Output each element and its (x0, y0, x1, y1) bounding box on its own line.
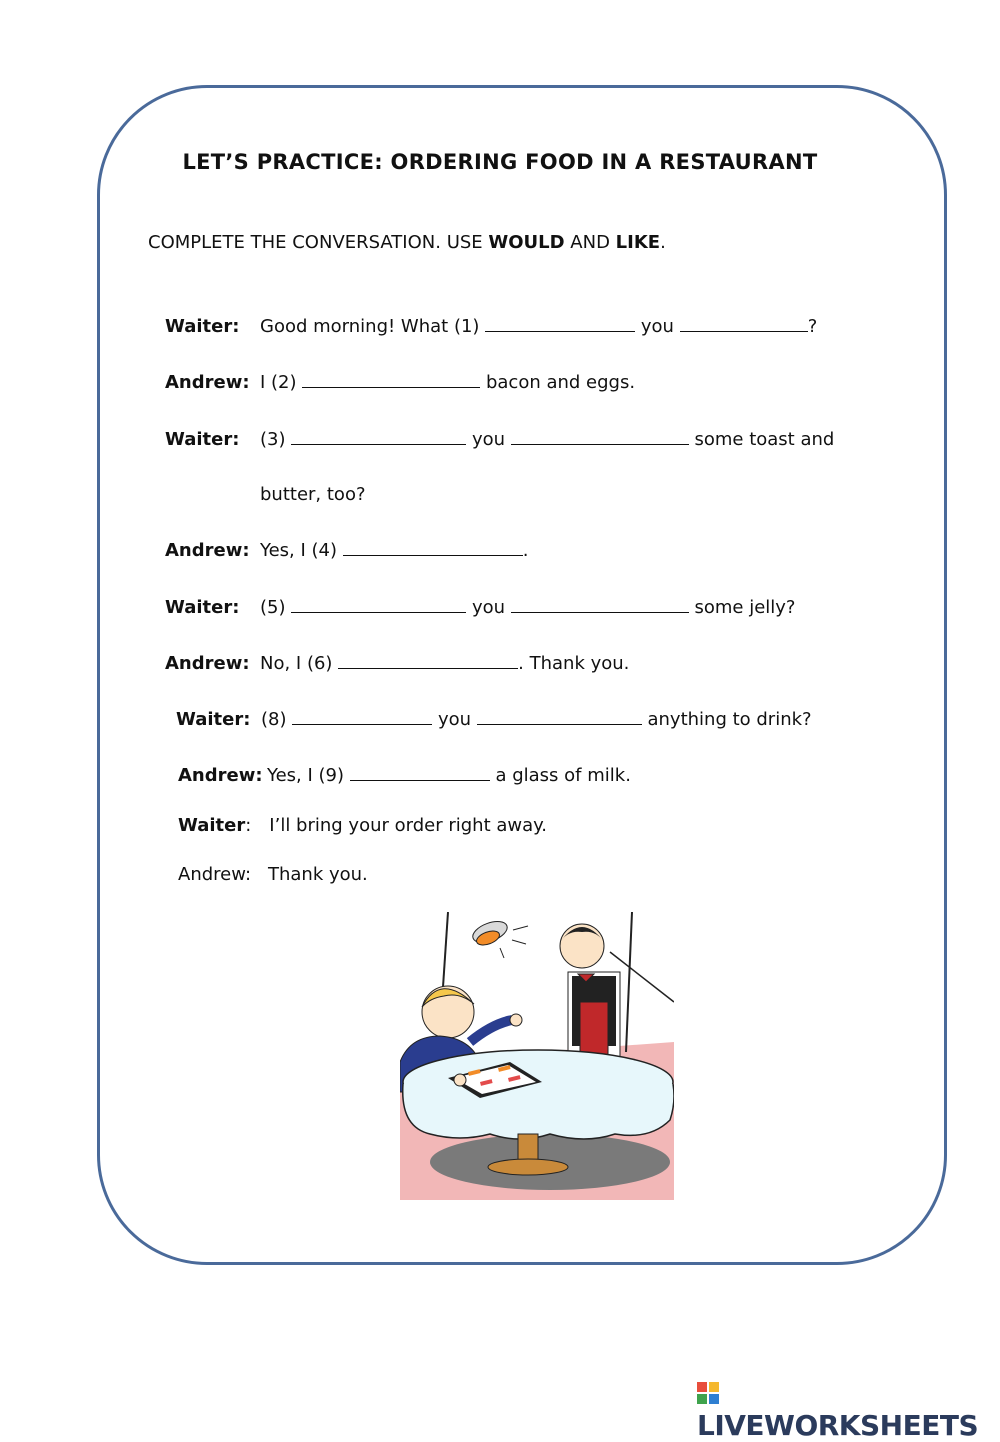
dialogue-line-4: Andrew: Yes, I (4) . (165, 540, 529, 561)
blank-3a[interactable] (291, 430, 466, 445)
blank-1a[interactable] (485, 317, 635, 332)
dialogue-line-2: Andrew: I (2) bacon and eggs. (165, 372, 636, 393)
worksheet-title: LET’S PRACTICE: ORDERING FOOD IN A RESTAURANT (182, 150, 818, 174)
blank-5a[interactable] (291, 598, 466, 613)
dialogue-line-1: Waiter: Good morning! What (1) you ? (165, 316, 818, 337)
brand-logo: LIVEWORKSHEETS (697, 1376, 1000, 1442)
blank-2[interactable] (302, 373, 480, 388)
dialogue-line-10: Waiter: I’ll bring your order right away. (178, 815, 547, 836)
blank-1b[interactable] (680, 317, 808, 332)
blank-9[interactable] (350, 766, 490, 781)
blank-8a[interactable] (292, 710, 432, 725)
blank-3b[interactable] (511, 430, 689, 445)
blank-4[interactable] (343, 541, 523, 556)
dialogue-line-8: Waiter: (8) you anything to drink? (176, 709, 812, 730)
dialogue-line-5: Waiter: (5) you some jelly? (165, 597, 796, 618)
dialogue-line-9: Andrew: Yes, I (9) a glass of milk. (178, 765, 631, 786)
blank-8b[interactable] (477, 710, 642, 725)
dialogue-line-11: Andrew: Thank you. (178, 864, 368, 885)
dialogue-line-6: Andrew: No, I (6) . Thank you. (165, 653, 630, 674)
blank-5b[interactable] (511, 598, 689, 613)
dialogue-line-3: Waiter: (3) you some toast and (165, 429, 835, 450)
brand-logo-icon (697, 1382, 719, 1404)
instruction: COMPLETE THE CONVERSATION. USE WOULD AND LIKE. (148, 232, 666, 253)
blank-6[interactable] (338, 654, 518, 669)
restaurant-illustration (400, 912, 674, 1200)
dialogue-line-3-cont: butter, too? (260, 484, 366, 505)
